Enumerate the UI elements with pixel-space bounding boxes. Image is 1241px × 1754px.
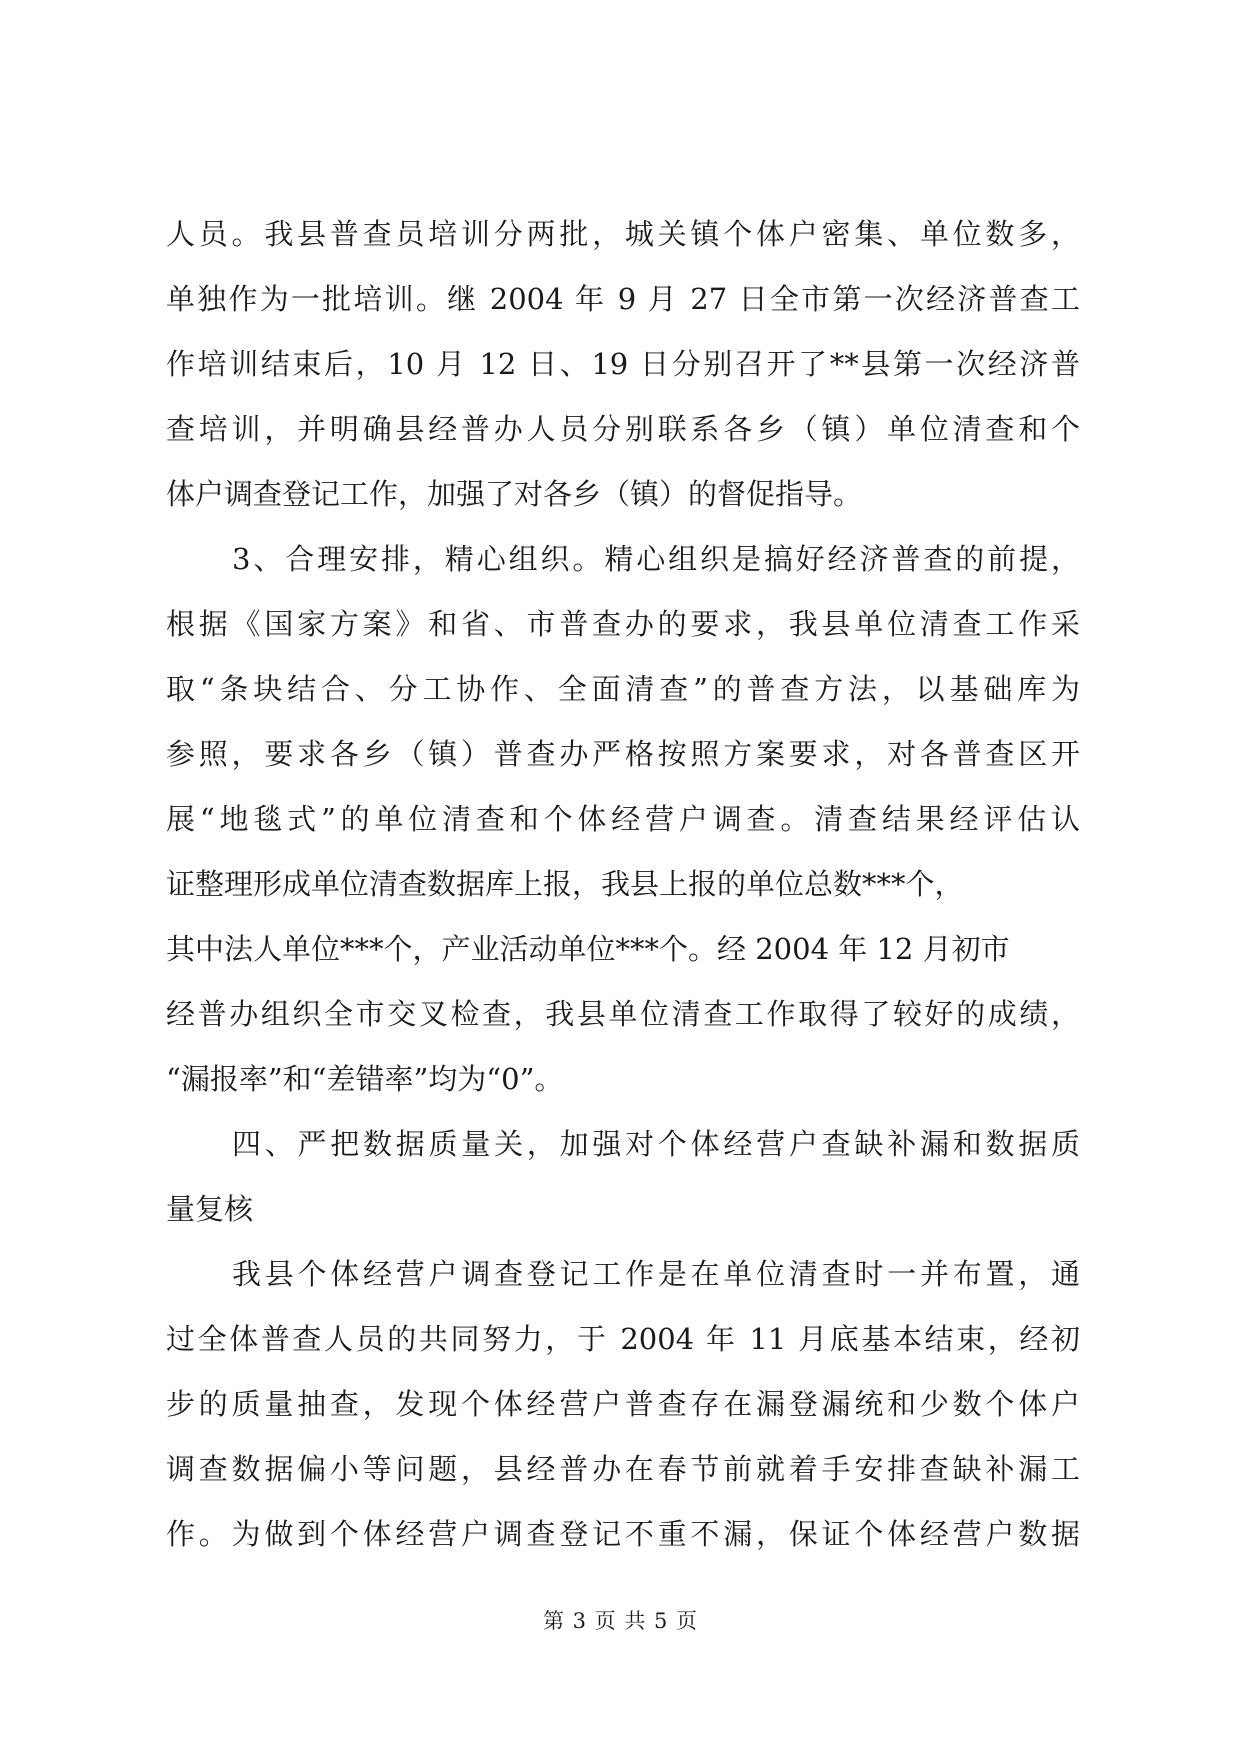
text-line: 过全体普查人员的共同努力，于 2004 年 11 月底基本结束，经初	[166, 1322, 1080, 1356]
text-line: 取“条块结合、分工协作、全面清查”的普查方法，以基础库为	[166, 672, 1080, 706]
text-line: 我县个体经营户调查登记工作是在单位清查时一并布置，通	[232, 1257, 1080, 1291]
section-heading-line: 量复核	[166, 1192, 254, 1226]
text-line: 人员。我县普查员培训分两批，城关镇个体户密集、单位数多，	[166, 217, 1080, 251]
text-line: 证整理形成单位清查数据库上报，我县上报的单位总数***个，	[166, 867, 964, 901]
text-line: 查培训，并明确县经普办人员分别联系各乡（镇）单位清查和个	[166, 412, 1080, 446]
section-heading-line: 四、严把数据质量关，加强对个体经营户查缺补漏和数据质	[232, 1127, 1080, 1161]
text-line: 作培训结束后，10 月 12 日、19 日分别召开了**县第一次经济普	[166, 347, 1080, 381]
text-line: “漏报率”和“差错率”均为“0”。	[166, 1062, 564, 1096]
text-line: 单独作为一批培训。继 2004 年 9 月 27 日全市第一次经济普查工	[166, 282, 1080, 316]
text-line: 作。为做到个体经营户调查登记不重不漏，保证个体经营户数据	[166, 1517, 1080, 1551]
text-line: 步的质量抽查，发现个体经营户普查存在漏登漏统和少数个体户	[166, 1387, 1080, 1421]
text-line: 参照，要求各乡（镇）普查办严格按照方案要求，对各普查区开	[166, 737, 1080, 771]
paragraph-heading-line: 3、合理安排，精心组织。精心组织是搞好经济普查的前提，	[232, 542, 1080, 576]
text-line: 体户调查登记工作，加强了对各乡（镇）的督促指导。	[166, 477, 863, 511]
page-number-footer: 第 3 页 共 5 页	[542, 1609, 699, 1633]
text-line: 根据《国家方案》和省、市普查办的要求，我县单位清查工作采	[166, 607, 1080, 641]
text-line: 其中法人单位***个，产业活动单位***个。经 2004 年 12 月初市	[166, 932, 1010, 966]
text-line: 经普办组织全市交叉检查，我县单位清查工作取得了较好的成绩，	[166, 997, 1080, 1031]
text-line: 展“地毯式”的单位清查和个体经营户调查。清查结果经评估认	[166, 802, 1080, 836]
text-line: 调查数据偏小等问题，县经普办在春节前就着手安排查缺补漏工	[166, 1452, 1080, 1486]
